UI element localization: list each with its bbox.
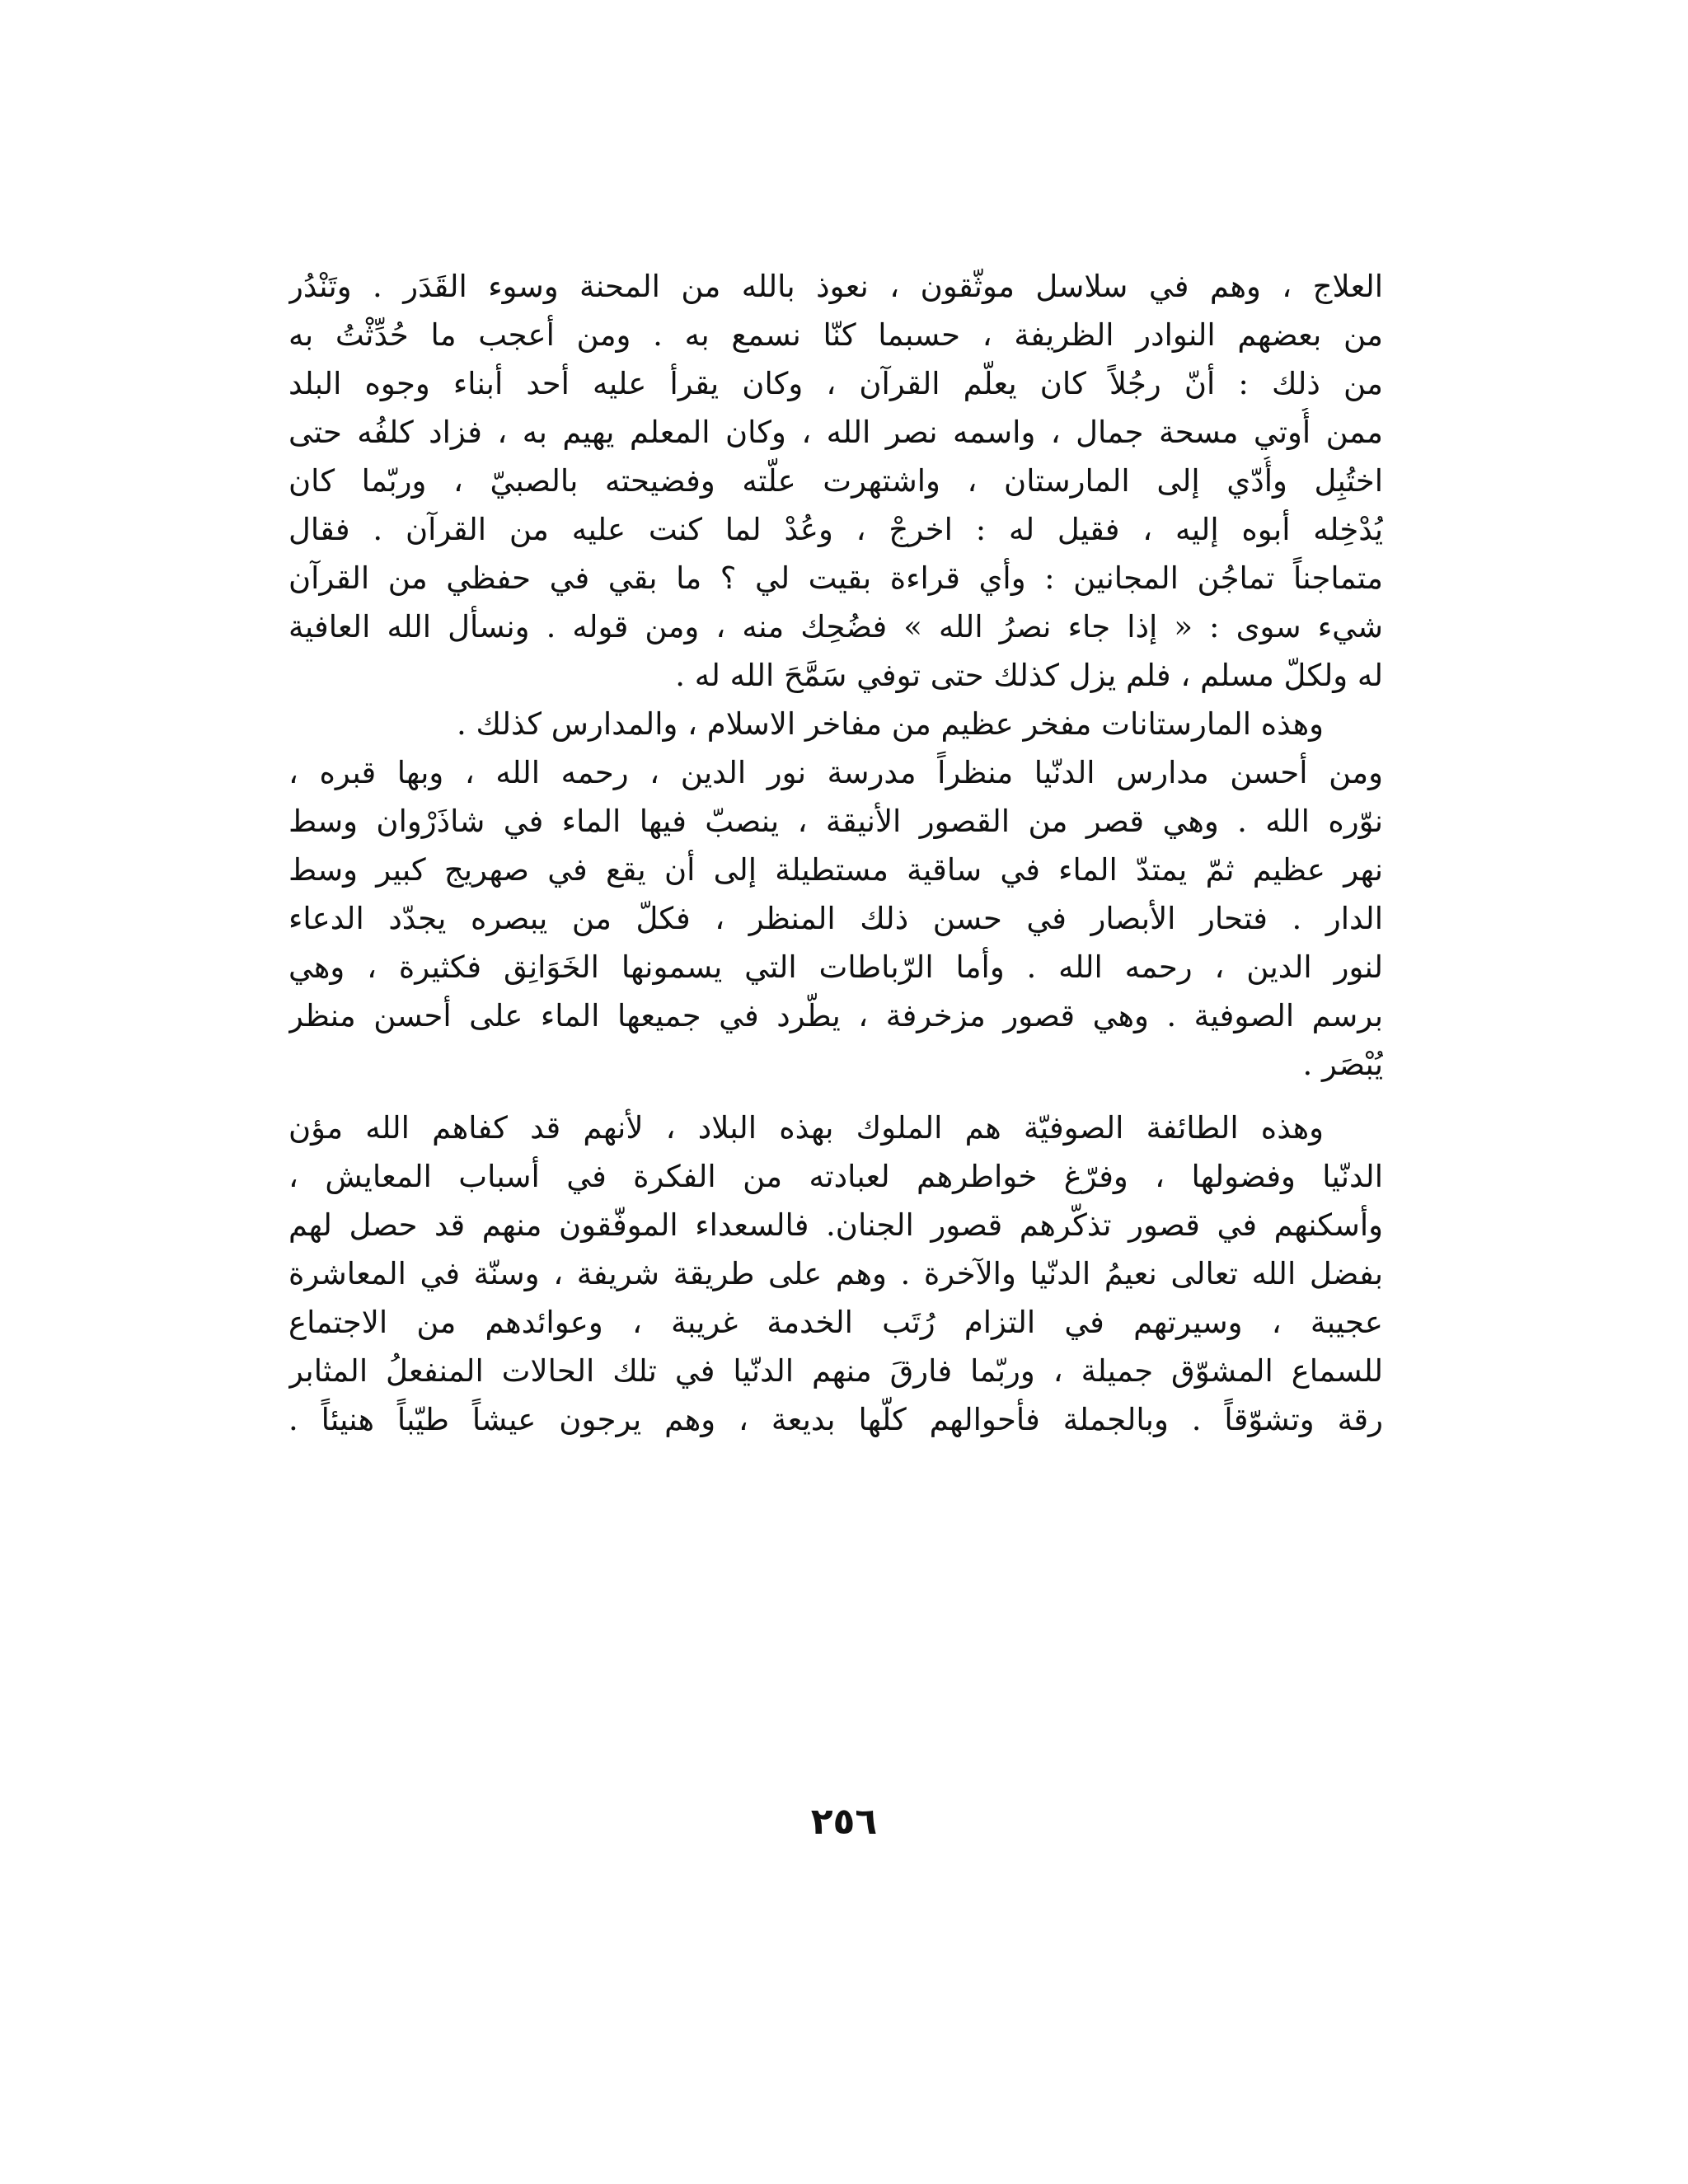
text-line: يُدْخِله أبوه إليه ، فقيل له : اخرجْ ، وعُدْ لما كنت عليه من القرآن . فقال bbox=[288, 512, 1383, 547]
text-line: يُبْصَر . bbox=[1302, 1047, 1383, 1082]
text-line: نهر عظيم ثمّ يمتدّ الماء في ساقية مستطيلة إلى أن يقع في صهريج كبير وسط bbox=[288, 852, 1383, 888]
text-line: اختُبِل وأُدّي إلى المارستان ، واشتهرت علّته وفضيحته بالصبيّ ، وربّما كان bbox=[288, 463, 1383, 499]
text-line: وهذه الطائفة الصوفيّة هم الملوك بهذه البلاد ، لأنهم قد كفاهم الله مؤن bbox=[288, 1110, 1324, 1146]
text-line: من بعضهم النوادر الظريفة ، حسبما كنّا نسمع به . ومن أعجب ما حُدِّثْتُ به bbox=[288, 317, 1383, 353]
text-line: وهذه المارستانات مفخر عظيم من مفاخر الاسلام ، والمدارس كذلك . bbox=[457, 706, 1324, 742]
text-line: وأسكنهم في قصور تذكّرهم قصور الجنان. فالسعداء الموفّقون منهم قد حصل لهم bbox=[288, 1207, 1383, 1243]
text-line: برسم الصوفية . وهي قصور مزخرفة ، يطّرد في جميعها الماء على أحسن منظر bbox=[288, 998, 1383, 1033]
paragraph-gap bbox=[288, 1089, 1383, 1104]
text-line: له ولكلّ مسلم ، فلم يزل كذلك حتى توفي سَمَّحَ الله له . bbox=[675, 658, 1383, 693]
text-line: رقة وتشوّقاً . وبالجملة فأحوالهم كلّها بديعة ، وهم يرجون عيشاً طيّباً هنيئاً . bbox=[288, 1402, 1383, 1437]
text-line: متماجناً تماجُن المجانين : وأي قراءة بقيت لي ؟ ما بقي في حفظي من القرآن bbox=[288, 560, 1383, 596]
paragraph bbox=[288, 1104, 1383, 1444]
text-line: لنور الدين ، رحمه الله . وأما الرّباطات التي يسمونها الخَوَانِق فكثيرة ، وهي bbox=[288, 949, 1383, 985]
text-line: نوّره الله . وهي قصر من القصور الأنيقة ، ينصبّ فيها الماء في شاذَرْوان وسط bbox=[288, 804, 1383, 839]
text-line: العلاج ، وهم في سلاسل موثّقون ، نعوذ بالله من المحنة وسوء القَدَر . وتَنْدُر bbox=[288, 269, 1383, 304]
text-line: الدنّيا وفضولها ، وفرّغ خواطرهم لعبادته من الفكرة في أسباب المعايش ، bbox=[288, 1159, 1383, 1194]
text-line: للسماع المشوّق جميلة ، وربّما فارقَ منهم الدنّيا في تلك الحالات المنفعلُ المثابر bbox=[288, 1353, 1383, 1389]
paragraph bbox=[288, 700, 1383, 1089]
text-line: ممن أُوتي مسحة جمال ، واسمه نصر الله ، وكان المعلم يهيم به ، فزاد كلفُه حتى bbox=[288, 415, 1383, 450]
text-line: شيء سوى : « إذا جاء نصرُ الله » فضُحِك منه ، ومن قوله . ونسأل الله العافية bbox=[288, 609, 1383, 644]
text-line: من ذلك : أنّ رجُلاً كان يعلّم القرآن ، وكان يقرأ عليه أحد أبناء وجوه البلد bbox=[288, 366, 1383, 401]
text-line: الدار . فتحار الأبصار في حسن ذلك المنظر ، فكلّ من يبصره يجدّد الدعاء bbox=[288, 901, 1383, 936]
paragraph bbox=[288, 262, 1383, 700]
page-number: ٢٥٦ bbox=[810, 1801, 878, 1843]
text-line: عجيبة ، وسيرتهم في التزام رُتَب الخدمة غريبة ، وعوائدهم من الاجتماع bbox=[288, 1305, 1383, 1340]
text-line: ومن أحسن مدارس الدنّيا منظراً مدرسة نور الدين ، رحمه الله ، وبها قبره ، bbox=[288, 755, 1383, 790]
page-body bbox=[288, 262, 1383, 1444]
text-line: بفضل الله تعالى نعيمُ الدنّيا والآخرة . وهم على طريقة شريفة ، وسنّة في المعاشرة bbox=[288, 1256, 1383, 1291]
